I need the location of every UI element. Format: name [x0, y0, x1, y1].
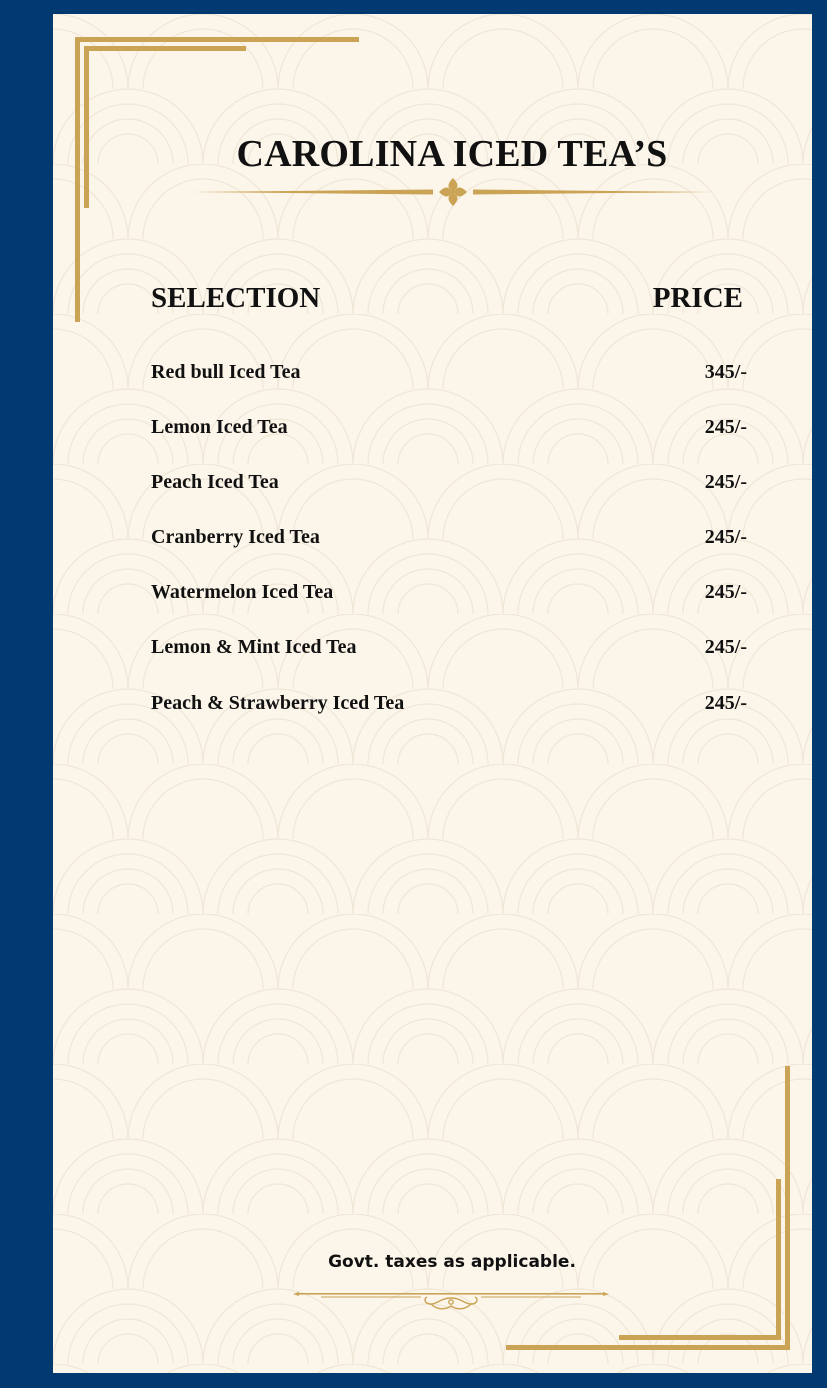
item-price: 245/-: [704, 636, 747, 658]
item-price: 245/-: [704, 416, 747, 438]
menu-item: [151, 581, 747, 611]
menu-item: [151, 636, 747, 666]
footer-divider-ornament: [291, 1286, 611, 1316]
corner-frame-bottom-right-inner-h: [619, 1335, 781, 1340]
item-name: Red bull Iced Tea: [151, 361, 301, 383]
item-name: Lemon & Mint Iced Tea: [151, 636, 357, 658]
price-column-header: PRICE: [652, 282, 743, 314]
corner-frame-top-left-inner-v: [84, 46, 89, 208]
menu-title: CAROLINA ICED TEA’S: [236, 133, 668, 175]
item-name: Lemon Iced Tea: [151, 416, 288, 438]
menu-item: [151, 471, 747, 501]
item-name: Cranberry Iced Tea: [151, 526, 320, 548]
item-name: Peach Iced Tea: [151, 471, 279, 493]
corner-frame-bottom-right-outer-v: [785, 1066, 790, 1350]
item-name: Watermelon Iced Tea: [151, 581, 334, 603]
menu-item: [151, 361, 747, 391]
item-price: 245/-: [704, 471, 747, 493]
corner-frame-top-left-inner-h: [84, 46, 246, 51]
title-divider-ornament: [193, 174, 713, 210]
item-price: 245/-: [704, 526, 747, 548]
menu-item: [151, 692, 747, 722]
item-price: 245/-: [704, 581, 747, 603]
item-name: Peach & Strawberry Iced Tea: [151, 692, 405, 714]
menu-page: [53, 14, 812, 1373]
taxes-note: Govt. taxes as applicable.: [328, 1252, 576, 1272]
menu-item: [151, 526, 747, 556]
selection-column-header: SELECTION: [151, 282, 321, 314]
corner-frame-top-left-outer-v: [75, 37, 80, 322]
menu-item: [151, 416, 747, 446]
corner-frame-top-left-outer-h: [75, 37, 359, 42]
item-price: 345/-: [704, 361, 747, 383]
corner-frame-bottom-right-outer-h: [506, 1345, 790, 1350]
item-price: 245/-: [704, 692, 747, 714]
